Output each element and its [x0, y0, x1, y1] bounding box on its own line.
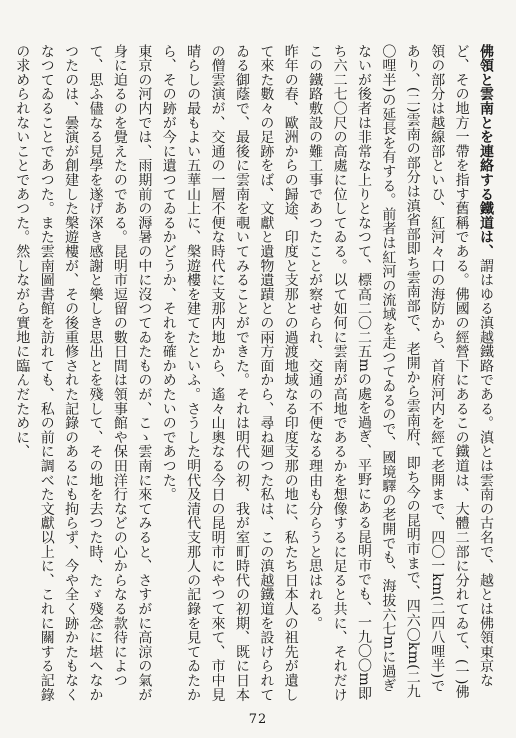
- paragraph-1-text: 謂はゆる滇越鐵路である。滇とは雲南の古名で、越とは佛領東京など、その地方一帶を指す舊稱である。佛國の經營下にあるこの鐵道は、大體二部に分れてゐて、(一)佛領の部分は越線部といひ、紅河々口の海防から、首府河内を經て老開まで、四〇一km(二四八哩半)であり、(二)雲南の部分は滇省部即ち雲南部で、老開から雲南府、即ち今の昆明市まで、四六〇km(二九〇哩半)の延長を有する。前者は紅河の流域を走つてゐるので、國境驛の老開でも、海拔六七mに過ぎないが後者は非常な上りとなつて、標高二〇二五mの處を過ぎ、平野にある昆明市でも、一九〇〇m即ち六二七〇尺の高處に位してゐる。以て如何に雲南が高地であるかを想像するに足ると共に、それだけこの鐵路敷設の難工事であつたことが察せられ、交通の不便なる理由も分らうと思はれる。: [307, 44, 494, 702]
- lead-phrase: 佛領と雲南とを連絡する鐵道は、: [478, 44, 494, 259]
- paragraph-3: 東京の河内では、雨期前の溽暑の中に沒つてゐたものが、こゝ雲南に來てみると、さすがに高涼の氣が身に迫るのを覺えたのである。昆明市逗留の數日間は領事館や保田洋行などの心からなる款待によつて、思ふ儘なる見學を遂げ深き感謝と樂しき思出とを殘して、その地を去つた時、たゞ殘念に堪へなかつたのは、曇演が創建した槃遊樓が、その後重修された記錄のあるにも拘らず、今や全く跡かたもなくなつてゐることであつた。また雲南圖書館を訪れても、私の前に調べた文獻以上に、これに關する記錄の求められないことであつた。然しながら實地に臨んだために、: [14, 44, 153, 702]
- page-number: 72: [248, 712, 268, 727]
- paragraph-2: 昨年の春、歐洲からの歸途、印度と支那との過渡地域なる印度支那の地に、私たち日本人の祖先が遺して來た數々の足跡をば、文獻と遺物遺蹟との兩方面から、尋ね廻つた私は、この滇越鐵道を設けられてゐる御蔭で、最後に雲南を覗いてみることができた。それは明代の初、我が室町時代の初期、既に日本の僧雲演が、交通の一層不便な時代に支那内地から、遙々山奧なる今日の昆明市にやつて來て、市中見晴らしの最もよい五華山上に、槃遊樓を建てたといふ。さうした明代及清代支那人の記錄を見てゐたから、その跡が今に遺つてゐるかどうか、それを確かめたいのであつた。: [160, 44, 299, 702]
- paragraph-1: [303, 44, 498, 704]
- vertical-body-text: [14, 44, 498, 704]
